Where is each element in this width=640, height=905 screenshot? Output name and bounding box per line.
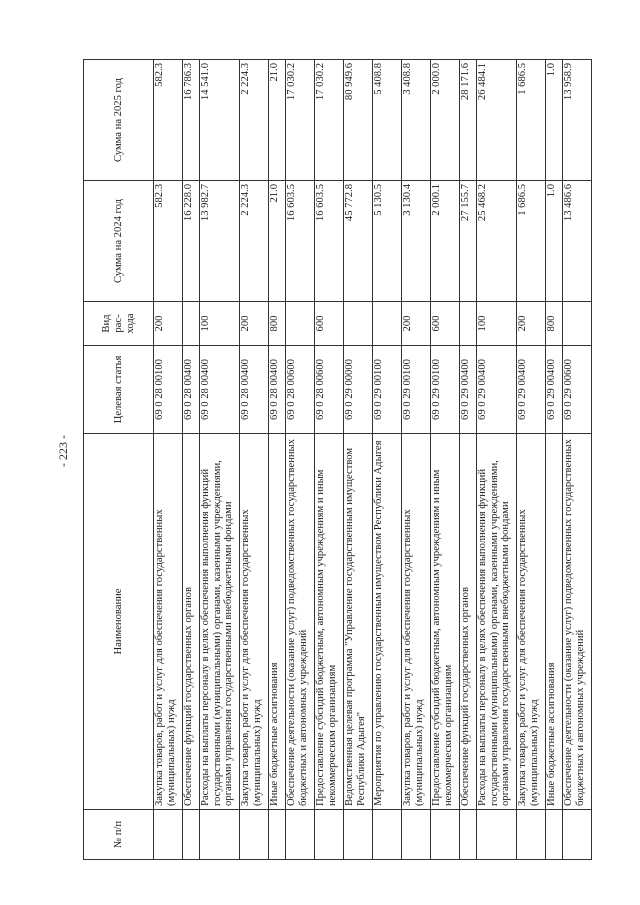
cell-sum-2024: 27 155.7 <box>460 181 477 302</box>
cell-sum-2024: 16 228.0 <box>183 181 200 302</box>
cell-num <box>460 810 477 860</box>
header-row <box>84 60 154 860</box>
cell-type: 600 <box>315 302 344 346</box>
table-row <box>269 60 286 860</box>
header-sum-2024: Сумма на 2024 год <box>84 181 154 302</box>
cell-name: Обеспечение деятельности (оказание услуг) подведомственных государственных бюджетных и автономных учреждений <box>286 434 315 810</box>
cell-num <box>431 810 460 860</box>
cell-type <box>286 302 315 346</box>
cell-sum-2025: 1.0 <box>546 60 563 181</box>
cell-target: 69 0 28 00400 <box>200 346 240 434</box>
cell-num <box>563 810 592 860</box>
cell-sum-2025: 17 030.2 <box>315 60 344 181</box>
cell-name: Расходы на выплаты персоналу в целях обеспечения выполнения функций государственными (муниципальными) органами, казенными учреждениями, органами управления государственными внебюджетными фондами <box>477 434 517 810</box>
cell-name: Закупка товаров, работ и услуг для обеспечения государственных (муниципальных) нужд <box>154 434 183 810</box>
table-row <box>460 60 477 860</box>
cell-target: 69 0 29 00600 <box>563 346 592 434</box>
cell-type <box>460 302 477 346</box>
table-row <box>373 60 402 860</box>
table-row <box>154 60 183 860</box>
table-row <box>546 60 563 860</box>
cell-num <box>315 810 344 860</box>
cell-name: Закупка товаров, работ и услуг для обеспечения государственных (муниципальных) нужд <box>402 434 431 810</box>
cell-sum-2024: 45 772.8 <box>344 181 373 302</box>
cell-num <box>344 810 373 860</box>
cell-sum-2024: 1.0 <box>546 181 563 302</box>
cell-target: 69 0 29 00000 <box>344 346 373 434</box>
cell-target: 69 0 28 00400 <box>240 346 269 434</box>
cell-type <box>183 302 200 346</box>
cell-target: 69 0 28 00100 <box>154 346 183 434</box>
cell-num <box>200 810 240 860</box>
cell-target: 69 0 29 00400 <box>517 346 546 434</box>
rotated-table-wrapper <box>83 60 586 860</box>
header-target: Целевая статья <box>84 346 154 434</box>
cell-type: 200 <box>240 302 269 346</box>
cell-sum-2024: 16 603.5 <box>286 181 315 302</box>
table-row <box>200 60 240 860</box>
cell-type: 800 <box>546 302 563 346</box>
cell-target: 69 0 29 00100 <box>431 346 460 434</box>
cell-sum-2025: 2 000.0 <box>431 60 460 181</box>
budget-table <box>83 59 592 860</box>
cell-target: 69 0 29 00100 <box>402 346 431 434</box>
header-sum-2025: Сумма на 2025 год <box>84 60 154 181</box>
cell-type <box>563 302 592 346</box>
cell-sum-2024: 3 130.4 <box>402 181 431 302</box>
cell-name: Расходы на выплаты персоналу в целях обеспечения выполнения функций государственными (муниципальными) органами, казенными учреждениями, органами управления государственными внебюджетными фондами <box>200 434 240 810</box>
cell-name: Иные бюджетные ассигнования <box>546 434 563 810</box>
table-row <box>563 60 592 860</box>
cell-sum-2024: 13 982.7 <box>200 181 240 302</box>
cell-type: 100 <box>477 302 517 346</box>
cell-num <box>373 810 402 860</box>
cell-type: 200 <box>154 302 183 346</box>
cell-sum-2025: 16 786.3 <box>183 60 200 181</box>
cell-type: 200 <box>517 302 546 346</box>
cell-sum-2024: 16 603.5 <box>315 181 344 302</box>
cell-num <box>517 810 546 860</box>
cell-sum-2025: 13 958.9 <box>563 60 592 181</box>
cell-sum-2024: 21.0 <box>269 181 286 302</box>
cell-type: 800 <box>269 302 286 346</box>
header-name: Наименование <box>84 434 154 810</box>
cell-type: 600 <box>431 302 460 346</box>
cell-num <box>183 810 200 860</box>
table-row <box>431 60 460 860</box>
cell-num <box>240 810 269 860</box>
cell-sum-2024: 582.3 <box>154 181 183 302</box>
cell-target: 69 0 28 00600 <box>315 346 344 434</box>
cell-name: Обеспечение функций государственных органов <box>460 434 477 810</box>
cell-sum-2025: 2 224.3 <box>240 60 269 181</box>
cell-sum-2025: 14 541.0 <box>200 60 240 181</box>
cell-name: Предоставление субсидий бюджетным, автономным учреждениям и иным некоммерческим организациям <box>431 434 460 810</box>
cell-num <box>546 810 563 860</box>
cell-name: Закупка товаров, работ и услуг для обеспечения государственных (муниципальных) нужд <box>240 434 269 810</box>
header-type: Вид рас- хода <box>84 302 154 346</box>
cell-sum-2024: 2 000.1 <box>431 181 460 302</box>
cell-target: 69 0 28 00400 <box>269 346 286 434</box>
table-row <box>315 60 344 860</box>
cell-sum-2024: 13 486.6 <box>563 181 592 302</box>
cell-sum-2025: 28 171.6 <box>460 60 477 181</box>
cell-name: Закупка товаров, работ и услуг для обеспечения государственных (муниципальных) нужд <box>517 434 546 810</box>
cell-sum-2025: 3 408.8 <box>402 60 431 181</box>
cell-name: Обеспечение деятельности (оказание услуг) подведомственных государственных бюджетных и автономных учреждений <box>563 434 592 810</box>
cell-sum-2024: 25 468.2 <box>477 181 517 302</box>
cell-target: 69 0 29 00100 <box>373 346 402 434</box>
cell-sum-2025: 582.3 <box>154 60 183 181</box>
cell-name: Иные бюджетные ассигнования <box>269 434 286 810</box>
cell-name: Ведомственная целевая программа "Управление государственным имуществом Республики Адыгея" <box>344 434 373 810</box>
header-num: № п/п <box>84 810 154 860</box>
cell-sum-2025: 21.0 <box>269 60 286 181</box>
table-row <box>517 60 546 860</box>
cell-sum-2025: 26 484.1 <box>477 60 517 181</box>
cell-sum-2024: 5 130.5 <box>373 181 402 302</box>
cell-name: Обеспечение функций государственных органов <box>183 434 200 810</box>
cell-target: 69 0 28 00600 <box>286 346 315 434</box>
cell-sum-2025: 5 408.8 <box>373 60 402 181</box>
table-row <box>286 60 315 860</box>
cell-sum-2025: 1 686.5 <box>517 60 546 181</box>
table-row <box>240 60 269 860</box>
cell-num <box>154 810 183 860</box>
table-row <box>344 60 373 860</box>
cell-num <box>402 810 431 860</box>
cell-sum-2024: 1 686.5 <box>517 181 546 302</box>
cell-type: 200 <box>402 302 431 346</box>
cell-type <box>344 302 373 346</box>
cell-name: Мероприятия по управлению государственным имуществом Республики Адыгея <box>373 434 402 810</box>
cell-target: 69 0 28 00400 <box>183 346 200 434</box>
page-number: - 223 - <box>56 435 70 467</box>
cell-type: 100 <box>200 302 240 346</box>
table-row <box>183 60 200 860</box>
cell-num <box>286 810 315 860</box>
cell-num <box>269 810 286 860</box>
cell-type <box>373 302 402 346</box>
cell-target: 69 0 29 00400 <box>460 346 477 434</box>
table-sheet <box>83 60 586 860</box>
table-row <box>402 60 431 860</box>
cell-num <box>477 810 517 860</box>
cell-target: 69 0 29 00400 <box>546 346 563 434</box>
cell-sum-2025: 17 030.2 <box>286 60 315 181</box>
cell-sum-2025: 80 949.6 <box>344 60 373 181</box>
cell-name: Предоставление субсидий бюджетным, автономным учреждениям и иным некоммерческим организациям <box>315 434 344 810</box>
table-row <box>477 60 517 860</box>
cell-sum-2024: 2 224.3 <box>240 181 269 302</box>
cell-target: 69 0 29 00400 <box>477 346 517 434</box>
